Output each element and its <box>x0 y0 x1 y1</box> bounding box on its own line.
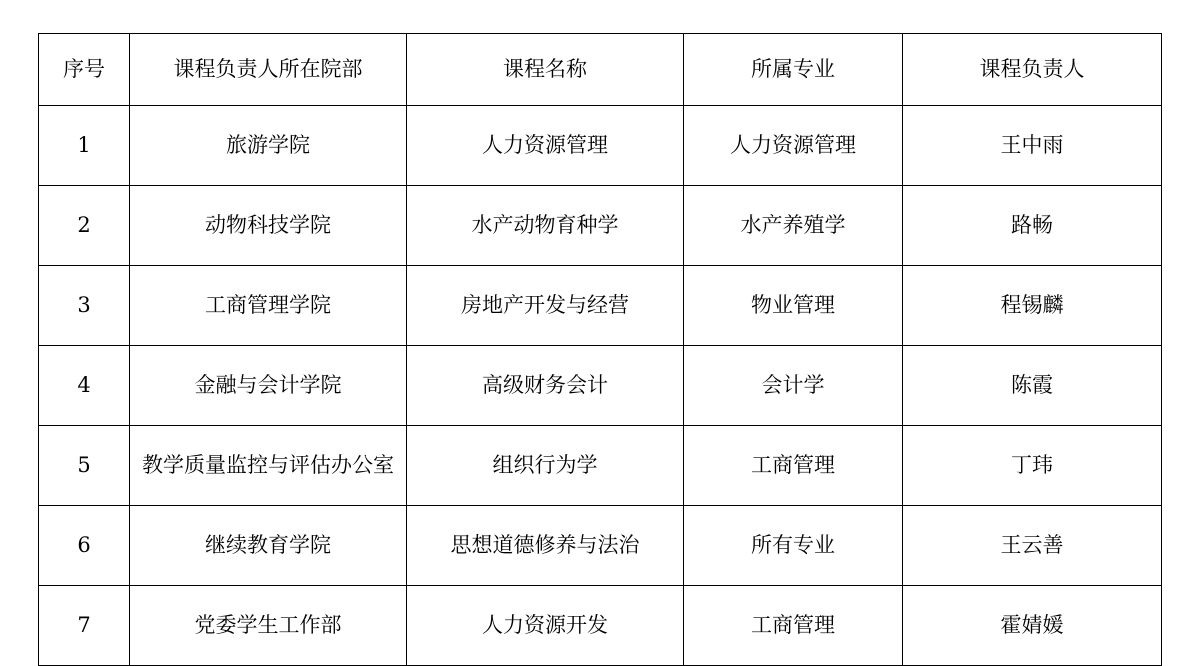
cell-department: 继续教育学院 <box>130 506 407 586</box>
cell-course: 思想道德修养与法治 <box>407 506 684 586</box>
cell-major: 工商管理 <box>684 586 903 666</box>
cell-index: 2 <box>39 186 130 266</box>
cell-index: 3 <box>39 266 130 346</box>
cell-leader: 丁玮 <box>903 426 1162 506</box>
cell-major: 会计学 <box>684 346 903 426</box>
cell-course: 人力资源开发 <box>407 586 684 666</box>
column-header-department: 课程负责人所在院部 <box>130 34 407 106</box>
table-body <box>39 106 1162 666</box>
cell-major: 水产养殖学 <box>684 186 903 266</box>
cell-department: 党委学生工作部 <box>130 586 407 666</box>
cell-leader: 王中雨 <box>903 106 1162 186</box>
table-header <box>39 34 1162 106</box>
table-row <box>39 266 1162 346</box>
cell-index: 4 <box>39 346 130 426</box>
cell-index: 6 <box>39 506 130 586</box>
cell-department: 工商管理学院 <box>130 266 407 346</box>
cell-course: 水产动物育种学 <box>407 186 684 266</box>
cell-department: 金融与会计学院 <box>130 346 407 426</box>
cell-course: 房地产开发与经营 <box>407 266 684 346</box>
cell-major: 所有专业 <box>684 506 903 586</box>
table-row <box>39 346 1162 426</box>
table-row <box>39 426 1162 506</box>
cell-department: 旅游学院 <box>130 106 407 186</box>
cell-leader: 路畅 <box>903 186 1162 266</box>
column-header-index: 序号 <box>39 34 130 106</box>
column-header-major: 所属专业 <box>684 34 903 106</box>
cell-course: 高级财务会计 <box>407 346 684 426</box>
table-row <box>39 506 1162 586</box>
column-header-leader: 课程负责人 <box>903 34 1162 106</box>
course-list-table <box>38 33 1162 666</box>
column-header-course: 课程名称 <box>407 34 684 106</box>
table-row <box>39 106 1162 186</box>
table-header-row <box>39 34 1162 106</box>
course-table-container <box>38 33 1161 666</box>
cell-leader: 霍婧媛 <box>903 586 1162 666</box>
table-row <box>39 586 1162 666</box>
cell-department: 教学质量监控与评估办公室 <box>130 426 407 506</box>
cell-index: 5 <box>39 426 130 506</box>
cell-index: 7 <box>39 586 130 666</box>
cell-leader: 王云善 <box>903 506 1162 586</box>
cell-major: 人力资源管理 <box>684 106 903 186</box>
cell-course: 人力资源管理 <box>407 106 684 186</box>
cell-leader: 程锡麟 <box>903 266 1162 346</box>
cell-department: 动物科技学院 <box>130 186 407 266</box>
cell-index: 1 <box>39 106 130 186</box>
cell-major: 物业管理 <box>684 266 903 346</box>
cell-major: 工商管理 <box>684 426 903 506</box>
cell-course: 组织行为学 <box>407 426 684 506</box>
cell-leader: 陈霞 <box>903 346 1162 426</box>
table-row <box>39 186 1162 266</box>
